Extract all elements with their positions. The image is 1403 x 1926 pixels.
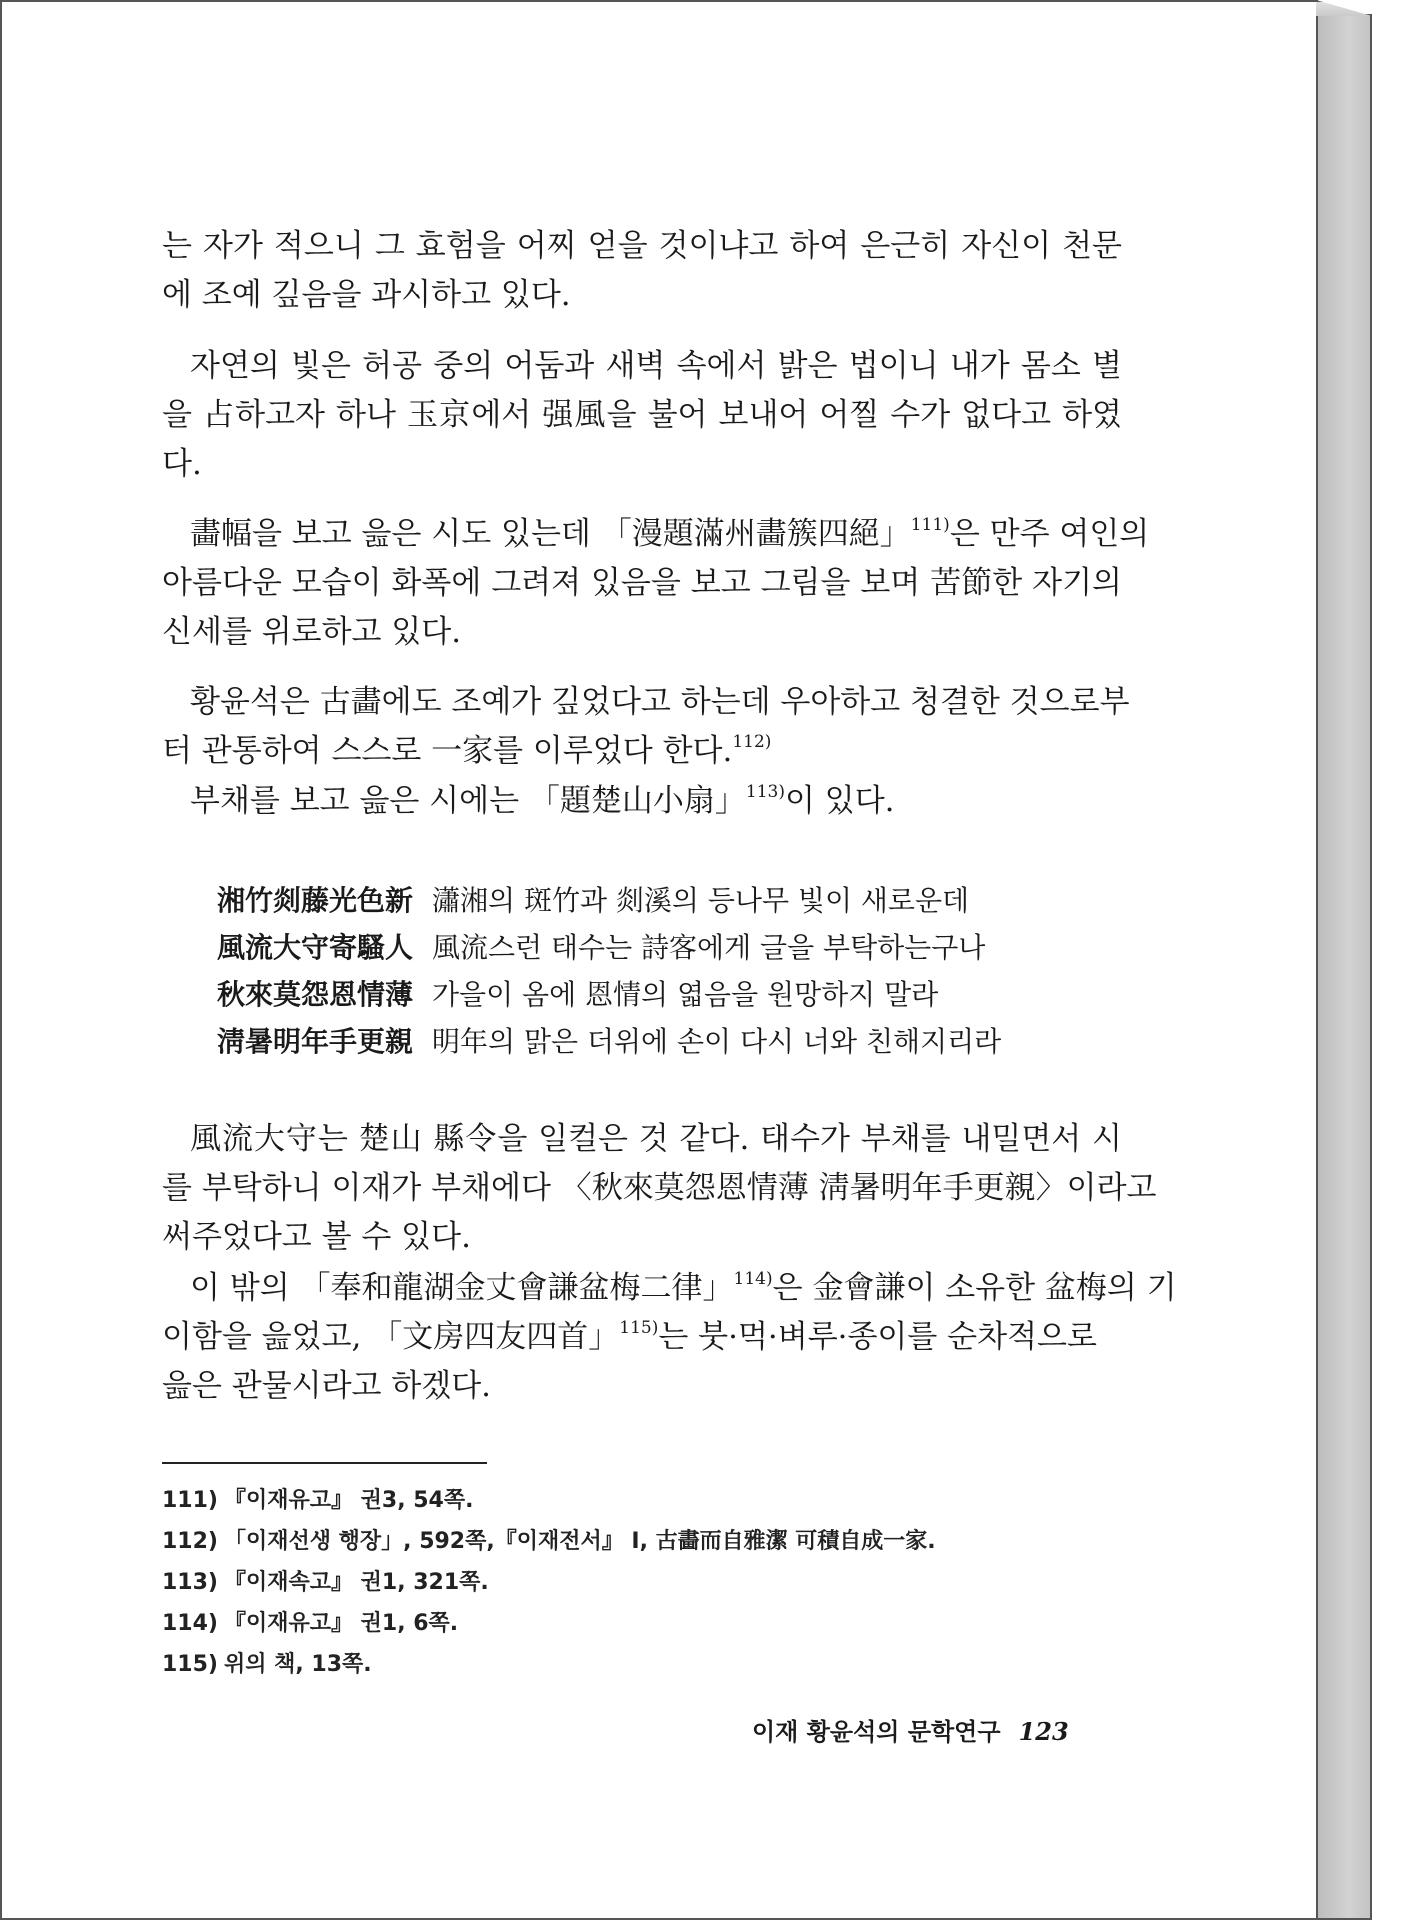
poem-translation: 風流스런 태수는 詩客에게 글을 부탁하는구나: [432, 931, 986, 964]
footnote-text: 『이재유고』 권1, 6쪽.: [224, 1611, 459, 1636]
text-segment: 이 밖의 「奉和龍湖金丈會謙盆梅二律」: [190, 1270, 734, 1306]
footnote-ref: 111): [910, 515, 950, 535]
poem-hanja: 秋來莫怨恩情薄: [217, 978, 414, 1011]
poem-line: [217, 971, 1001, 1018]
footnote-ref: 114): [733, 1269, 773, 1289]
text-line: 을 占하고자 하나 玉京에서 强風을 불어 보내어 어찔 수가 없다고 하였: [162, 397, 1122, 433]
paragraph-3: [162, 510, 1150, 657]
poem-translation: 가을이 옴에 恩情의 엷음을 원망하지 말라: [432, 978, 939, 1011]
text-segment: 터 관통하여 스스로 一家를 이루었다 한다.: [162, 733, 733, 769]
paragraph-1: [162, 222, 1122, 320]
paragraph-6: [162, 1115, 1157, 1262]
text-line: 風流大守는 楚山 縣令을 일컬은 것 같다. 태수가 부채를 내밀면서 시: [190, 1121, 1122, 1157]
footnote-text: 『이재유고』 권3, 54쪽.: [224, 1488, 474, 1513]
text-line: 자연의 빛은 허공 중의 어둠과 새벽 속에서 밝은 법이니 내가 몸소 별: [190, 348, 1122, 384]
footnote-number: 113): [162, 1570, 218, 1595]
poem-line: [217, 1018, 1001, 1065]
page-number: 123: [1018, 1717, 1069, 1746]
poem-hanja: 風流大守寄騷人: [217, 931, 414, 964]
footnote: [162, 1644, 936, 1685]
poem-translation: 明年의 맑은 더위에 손이 다시 너와 친해지리라: [432, 1025, 1002, 1058]
text-line: 읊은 관물시라고 하겠다.: [162, 1368, 492, 1404]
text-line: [162, 1313, 1122, 1362]
text-line: 황윤석은 古畵에도 조예가 깊었다고 하는데 우아하고 청결한 것으로부: [190, 684, 1130, 720]
running-title: 이재 황윤석의 문학연구: [752, 1718, 1001, 1746]
footnotes: [162, 1480, 936, 1685]
text-line: [162, 510, 1150, 559]
paragraph-4: [162, 678, 1130, 776]
poem-hanja: 湘竹剡藤光色新: [217, 884, 414, 917]
footnote-ref: 113): [745, 782, 785, 802]
paragraph-5: [162, 777, 1122, 826]
text-line: 에 조예 깊음을 과시하고 있다.: [162, 277, 571, 313]
text-line: [162, 777, 1122, 826]
footnote-number: 111): [162, 1488, 218, 1513]
paragraph-2: [162, 342, 1122, 489]
footnote-text: 「이재선생 행장」, 592쪽,『이재전서』 Ⅰ, 古畵而自雅潔 可積自成一家.: [224, 1529, 936, 1554]
text-segment: 부채를 보고 읊은 시에는 「題楚山小扇」: [190, 783, 746, 819]
running-footer: [752, 1712, 1069, 1747]
text-line: 써주었다고 볼 수 있다.: [162, 1219, 471, 1255]
footnote-number: 115): [162, 1652, 218, 1677]
text-line: [162, 1264, 1177, 1313]
text-segment: 은 만주 여인의: [949, 516, 1150, 552]
footnote: [162, 1603, 936, 1644]
footnote-number: 114): [162, 1611, 218, 1636]
footnote: [162, 1521, 936, 1562]
text-line: 다.: [162, 446, 202, 482]
footnote-ref: 115): [619, 1318, 659, 1338]
poem-translation: 瀟湘의 斑竹과 剡溪의 등나무 빛이 새로운데: [432, 884, 970, 917]
footnote-text: 『이재속고』 권1, 321쪽.: [224, 1570, 489, 1595]
poem-line: [217, 877, 1001, 924]
text-line: 는 자가 적으니 그 효험을 어찌 얻을 것이냐고 하여 은근히 자신이 천문: [162, 228, 1122, 264]
footnote-ref: 112): [732, 732, 772, 752]
text-line: 신세를 위로하고 있다.: [162, 614, 462, 650]
poem-hanja: 淸暑明年手更親: [217, 1025, 414, 1058]
paragraph-7: [162, 1264, 1177, 1411]
text-line: [162, 727, 1122, 776]
text-segment: 이함을 읊었고, 「文房四友四首」: [162, 1319, 620, 1355]
footnote-separator: [162, 1462, 487, 1464]
footnote: [162, 1480, 936, 1521]
text-line: 를 부탁하니 이재가 부채에다 〈秋來莫怨恩情薄 淸暑明年手更親〉이라고: [162, 1170, 1157, 1206]
page-stack-edge: [1318, 14, 1372, 1920]
text-segment: 이 있다.: [784, 783, 895, 819]
poem-block: [217, 877, 1001, 1065]
footnote: [162, 1562, 936, 1603]
text-line: 아름다운 모습이 화폭에 그려져 있음을 보고 그림을 보며 苦節한 자기의: [162, 565, 1122, 601]
text-segment: 畵幅을 보고 읊은 시도 있는데 「漫題滿州畵簇四絕」: [190, 516, 911, 552]
footnote-number: 112): [162, 1529, 218, 1554]
footnote-text: 위의 책, 13쪽.: [224, 1652, 372, 1677]
text-segment: 은 金會謙이 소유한 盆梅의 기: [772, 1270, 1177, 1306]
poem-line: [217, 924, 1001, 971]
text-segment: 는 붓·먹·벼루·종이를 순차적으로: [658, 1319, 1097, 1355]
